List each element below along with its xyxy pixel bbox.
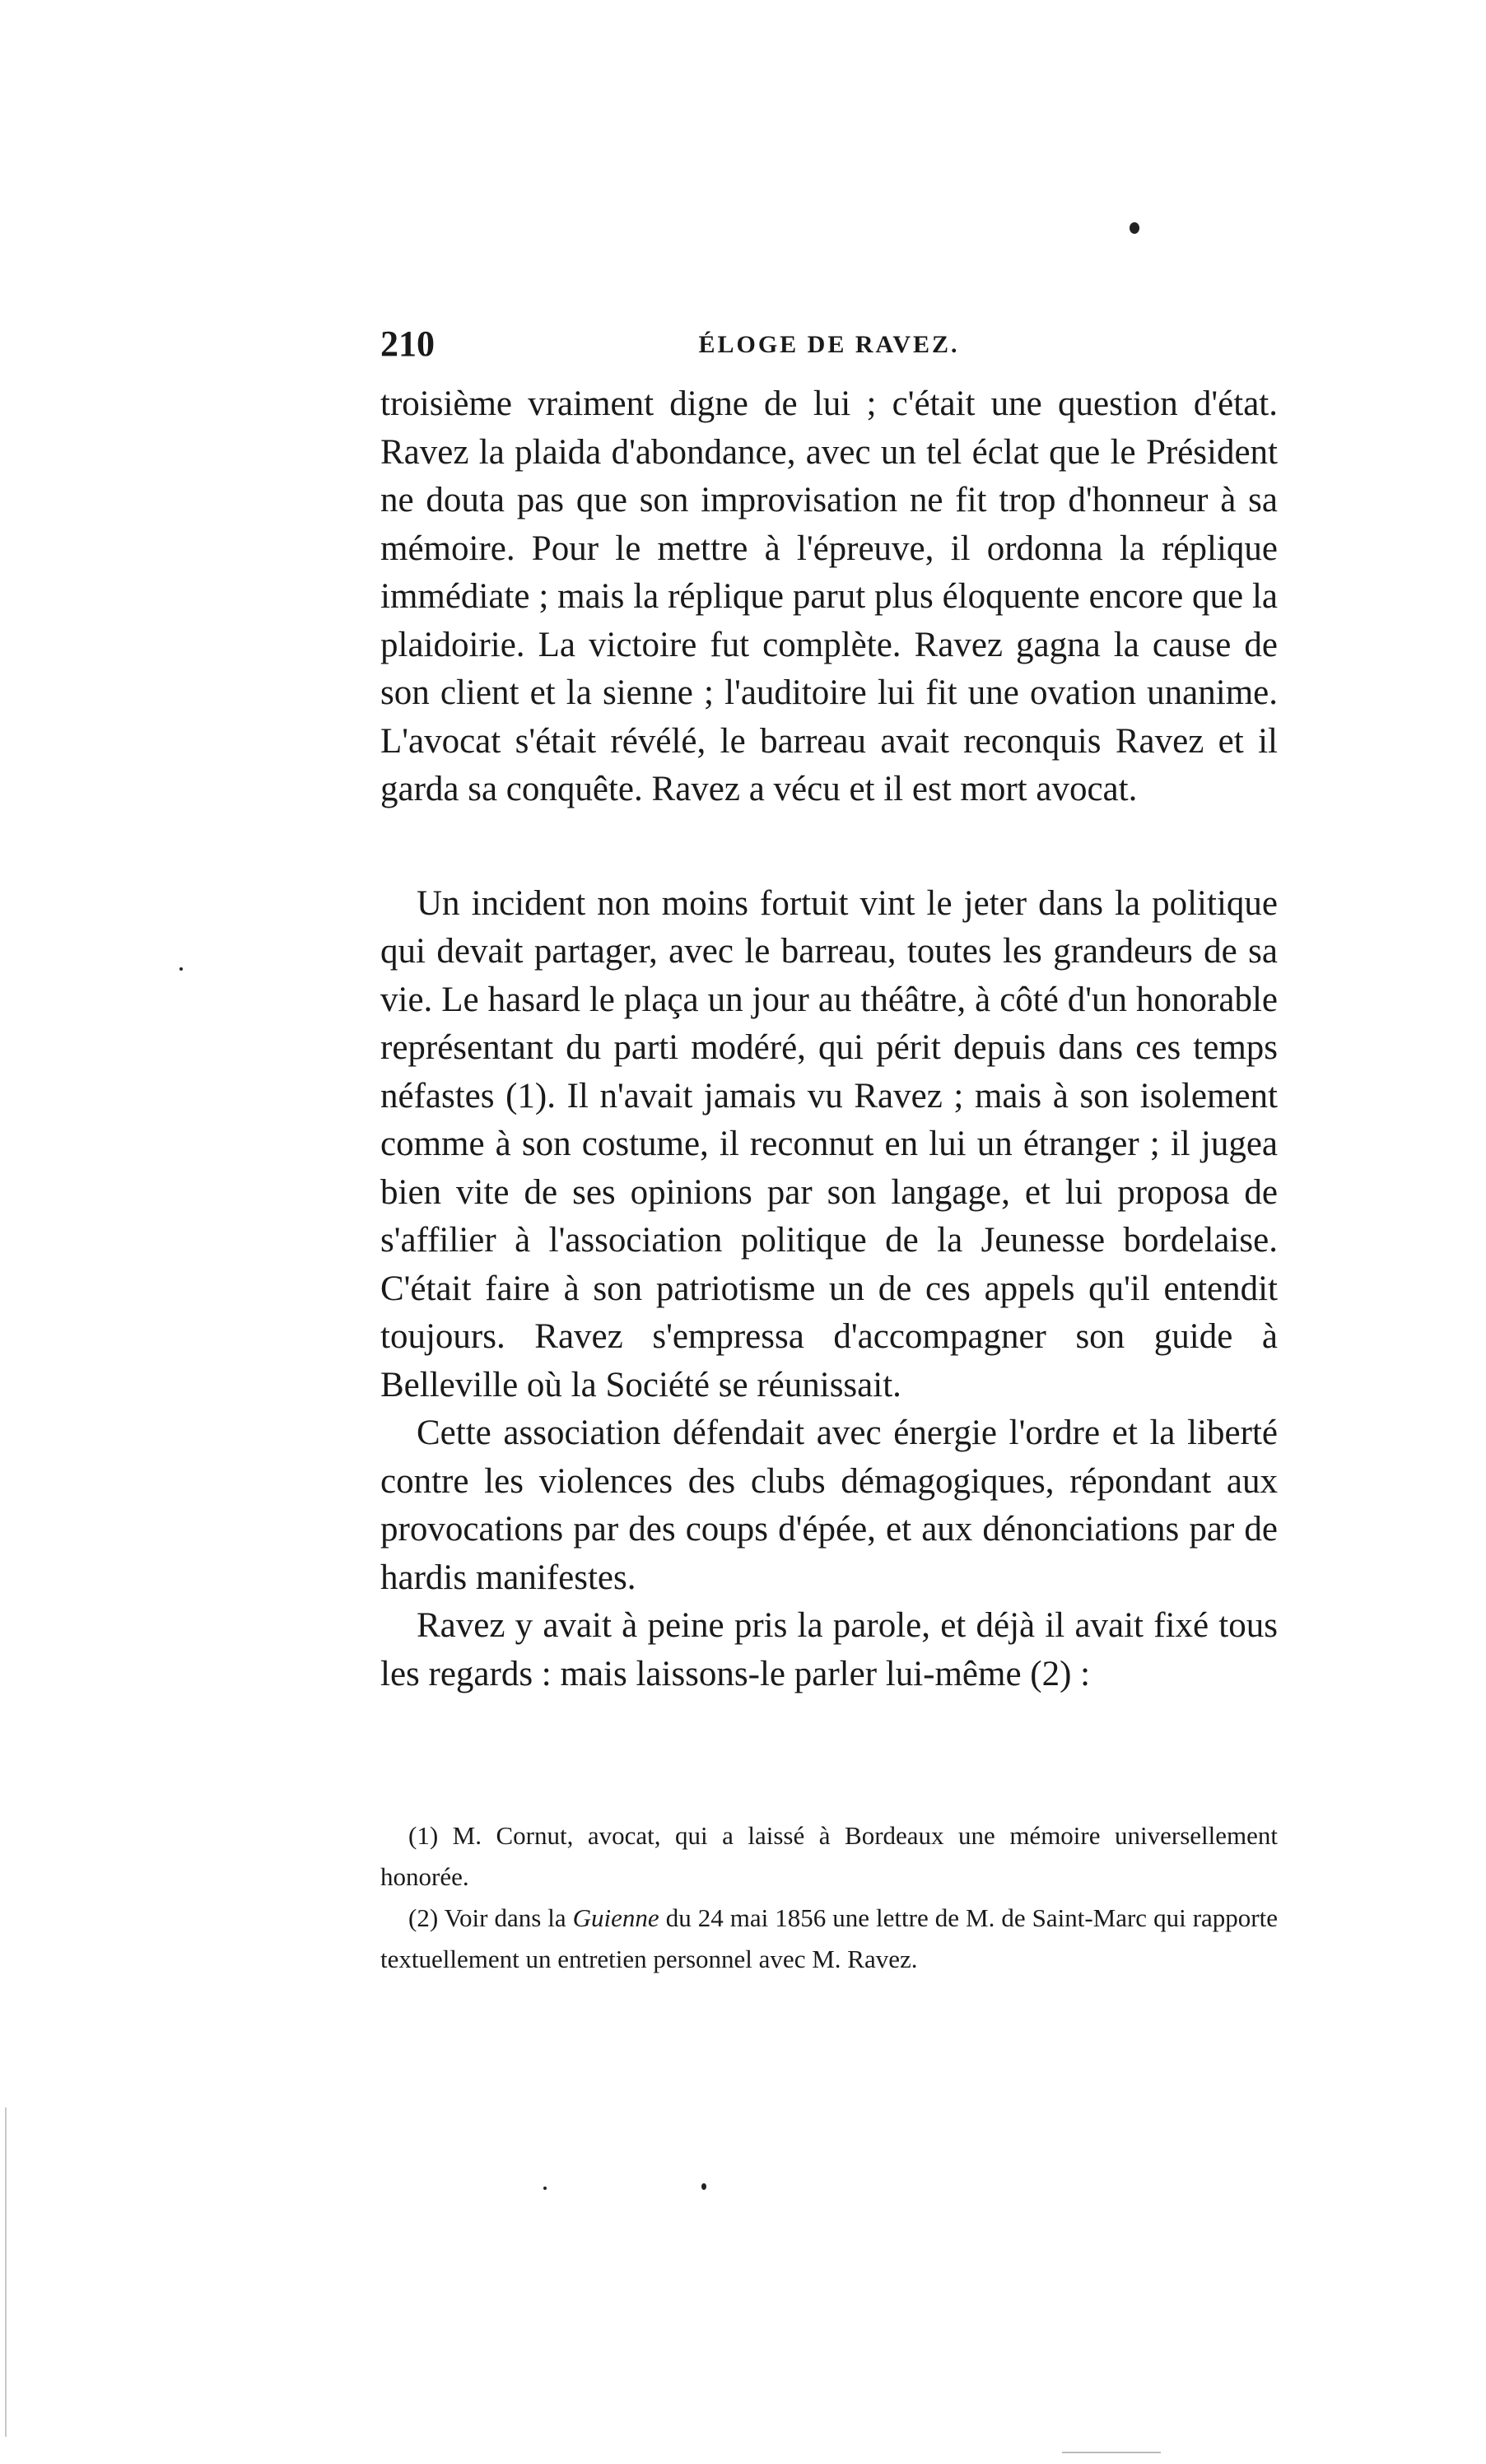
paragraph-3: Cette association défendait avec énergie l'ordre et la liberté contre les violences des clubs démagogiques, répondant aux provocations par des coups d'épée, et aux dénonciations par de hardis manifestes. — [380, 1414, 1278, 1597]
ink-speck — [701, 2183, 706, 2190]
footnote-2-text-before: (2) Voir dans la — [408, 1903, 573, 1932]
paragraph-4: Ravez y avait à peine pris la parole, et déjà il avait fixé tous les regards : mais laissons-le parler lui-même (2) : — [380, 1606, 1278, 1693]
footnote-2-newspaper-title: Guienne — [572, 1903, 659, 1932]
page-header — [380, 323, 1278, 364]
page-number: 210 — [380, 324, 435, 364]
ink-speck — [543, 2187, 547, 2190]
ink-speck — [179, 967, 183, 971]
footnote-1: (1) M. Cornut, avocat, qui a laissé à Bordeaux une mémoire universellement honorée. — [380, 1821, 1278, 1891]
paragraph-2: Un incident non moins fortuit vint le jeter dans la politique qui devait partager, avec le barreau, toutes les grandeurs de sa vie. Le hasard le plaça un jour au théâtre, à côté d'un honorable représentant du parti modéré, qui périt depuis dans ces temps néfastes (1). Il n'avait jamais vu Ravez ; mais à son isolement comme à son costume, il reconnut en lui un étranger ; il jugea bien vite de ses opinions par son langage, et lui proposa de s'affilier à l'association politique de la Jeunesse bordelaise. C'était faire à son patriotisme un de ces appels qu'il entendit toujours. Ravez s'empressa d'accompagner son guide à Belleville où la Société se réunissait. — [380, 883, 1278, 1404]
running-head: ÉLOGE DE RAVEZ. — [698, 331, 960, 358]
footnote-2 — [380, 1898, 1278, 1980]
ink-speck — [1130, 222, 1139, 234]
scan-bottom-rule — [1062, 2452, 1161, 2453]
paragraph-1: troisième vraiment digne de lui ; c'était une question d'état. Ravez la plaida d'abondance, avec un tel éclat que le Président ne douta pas que son improvisation ne fit trop d'honneur à sa mémoire. Pour le mettre à l'épreuve, il ordonna la réplique immédiate ; mais la réplique parut plus éloquente encore que la plaidoirie. La victoire fut complète. Ravez gagna la cause de son client et la sienne ; l'auditoire lui fit une ovation unanime. L'avocat s'était révélé, le barreau avait reconquis Ravez et il garda sa conquête. Ravez a vécu et il est mort avocat. — [380, 384, 1278, 808]
body-text — [380, 380, 1278, 1698]
footnote-2-text-after: du 24 mai 1856 une lettre de M. de Saint-Marc qui rapporte textuellement un entretien personnel avec M. Ravez. — [380, 1903, 1278, 1973]
scan-margin-line — [5, 2108, 7, 2437]
footnotes — [380, 1815, 1278, 1980]
